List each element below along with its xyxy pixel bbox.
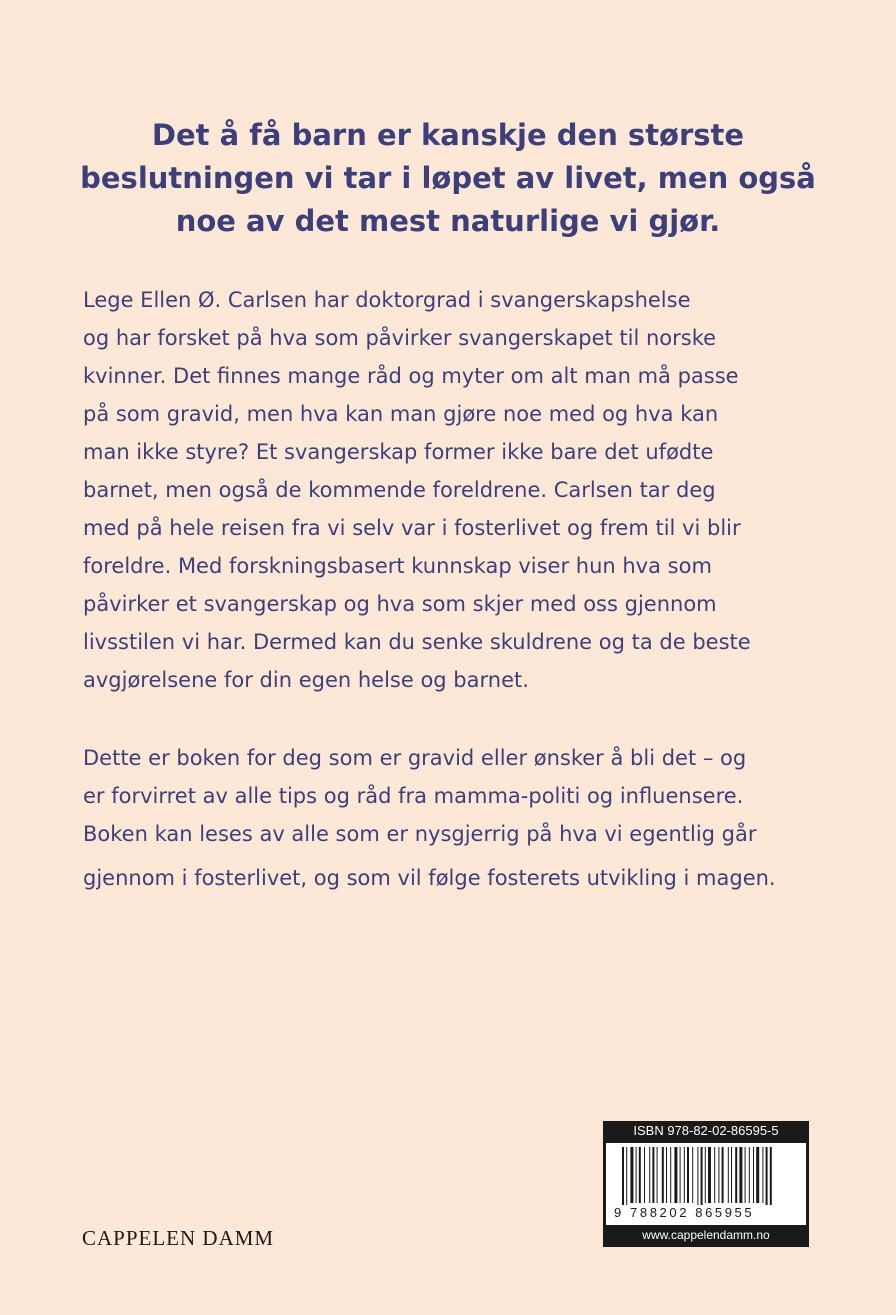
text-line: Boken kan leses av alle som er nysgjerrig på hva vi egentlig går [83, 822, 757, 846]
barcode-bar [670, 1147, 671, 1203]
barcode-bars [606, 1143, 806, 1205]
barcode-bar [687, 1147, 689, 1203]
text-line: Lege Ellen Ø. Carlsen har doktorgrad i svangerskapshelse [83, 288, 691, 312]
text-line: barnet, men også de kommende foreldrene. Carlsen tar deg [83, 478, 716, 502]
publisher-logo: CAPPELEN DAMM [82, 1226, 275, 1250]
barcode-bar [756, 1147, 759, 1203]
barcode-digits: 9 788202 865955 [614, 1205, 755, 1220]
headline-line: beslutningen vi tar i løpet av livet, men også [80, 161, 816, 195]
barcode-bar [708, 1147, 711, 1203]
barcode-bar [684, 1147, 685, 1203]
barcode-bar [652, 1147, 654, 1203]
text-line: påvirker et svangerskap og hva som skjer med oss gjennom [83, 592, 717, 616]
barcode [606, 1143, 806, 1225]
barcode-bar [666, 1147, 667, 1203]
barcode-bar [622, 1147, 624, 1205]
headline-line: noe av det mest naturlige vi gjør. [175, 204, 721, 238]
barcode-bar [630, 1147, 633, 1203]
barcode-bar [662, 1147, 664, 1203]
barcode-bar [636, 1147, 637, 1203]
barcode-bar [692, 1147, 693, 1203]
barcode-bar [657, 1147, 658, 1203]
text-line: er forvirret av alle tips og råd fra mamma-politi og influensere. [83, 784, 744, 808]
barcode-bar [728, 1147, 729, 1203]
text-line: kvinner. Det finnes mange råd og myter om alt man må passe [83, 364, 739, 388]
barcode-bar [626, 1147, 627, 1205]
barcode-bar [753, 1147, 754, 1203]
barcode-bar [770, 1147, 772, 1205]
barcode-bar [722, 1147, 724, 1203]
barcode-bar [680, 1147, 681, 1203]
barcode-bar [639, 1147, 641, 1203]
text-line: man ikke styre? Et svangerskap former ikke bare det ufødte [83, 440, 714, 464]
text-line: og har forsket på hva som påvirker svangerskapet til norske [83, 326, 717, 350]
barcode-bar [674, 1147, 677, 1203]
barcode-bar [705, 1147, 706, 1203]
isbn-label: ISBN 978-82-02-86595-5 [633, 1123, 779, 1138]
barcode-bar [697, 1147, 698, 1205]
barcode-bar [701, 1147, 703, 1205]
barcode-bar [714, 1147, 715, 1203]
description-paragraph-2 [83, 739, 823, 897]
headline-line: Det å få barn er kanskje den største [151, 118, 745, 152]
publisher-url: www.cappelendamm.no [642, 1228, 770, 1242]
barcode-bar [762, 1147, 763, 1203]
barcode-bar [745, 1147, 746, 1203]
barcode-bar [644, 1147, 645, 1203]
barcode-bar [718, 1147, 719, 1203]
text-line: livsstilen vi har. Dermed kan du senke skuldrene og ta de beste [83, 630, 751, 654]
isbn-barcode-block [603, 1121, 809, 1247]
text-line: gjennom i fosterlivet, og som vil følge fosterets utvikling i magen. [83, 866, 776, 890]
text-line: med på hele reisen fra vi selv var i fosterlivet og frem til vi blir [83, 516, 741, 540]
barcode-bar [766, 1147, 768, 1205]
text-line: avgjørelsene for din egen helse og barnet. [83, 668, 529, 692]
text-line: foreldre. Med forskningsbasert kunnskap viser hun hva som [83, 554, 712, 578]
description-paragraph-1 [83, 281, 823, 699]
barcode-bar [735, 1147, 737, 1203]
text-line: Dette er boken for deg som er gravid eller ønsker å bli det – og [83, 746, 747, 770]
barcode-bar [731, 1147, 732, 1203]
barcode-bar [749, 1147, 750, 1203]
text-line: på som gravid, men hva kan man gjøre noe med og hva kan [83, 402, 719, 426]
barcode-bar [739, 1147, 742, 1203]
headline [0, 114, 896, 243]
barcode-bar [649, 1147, 650, 1203]
